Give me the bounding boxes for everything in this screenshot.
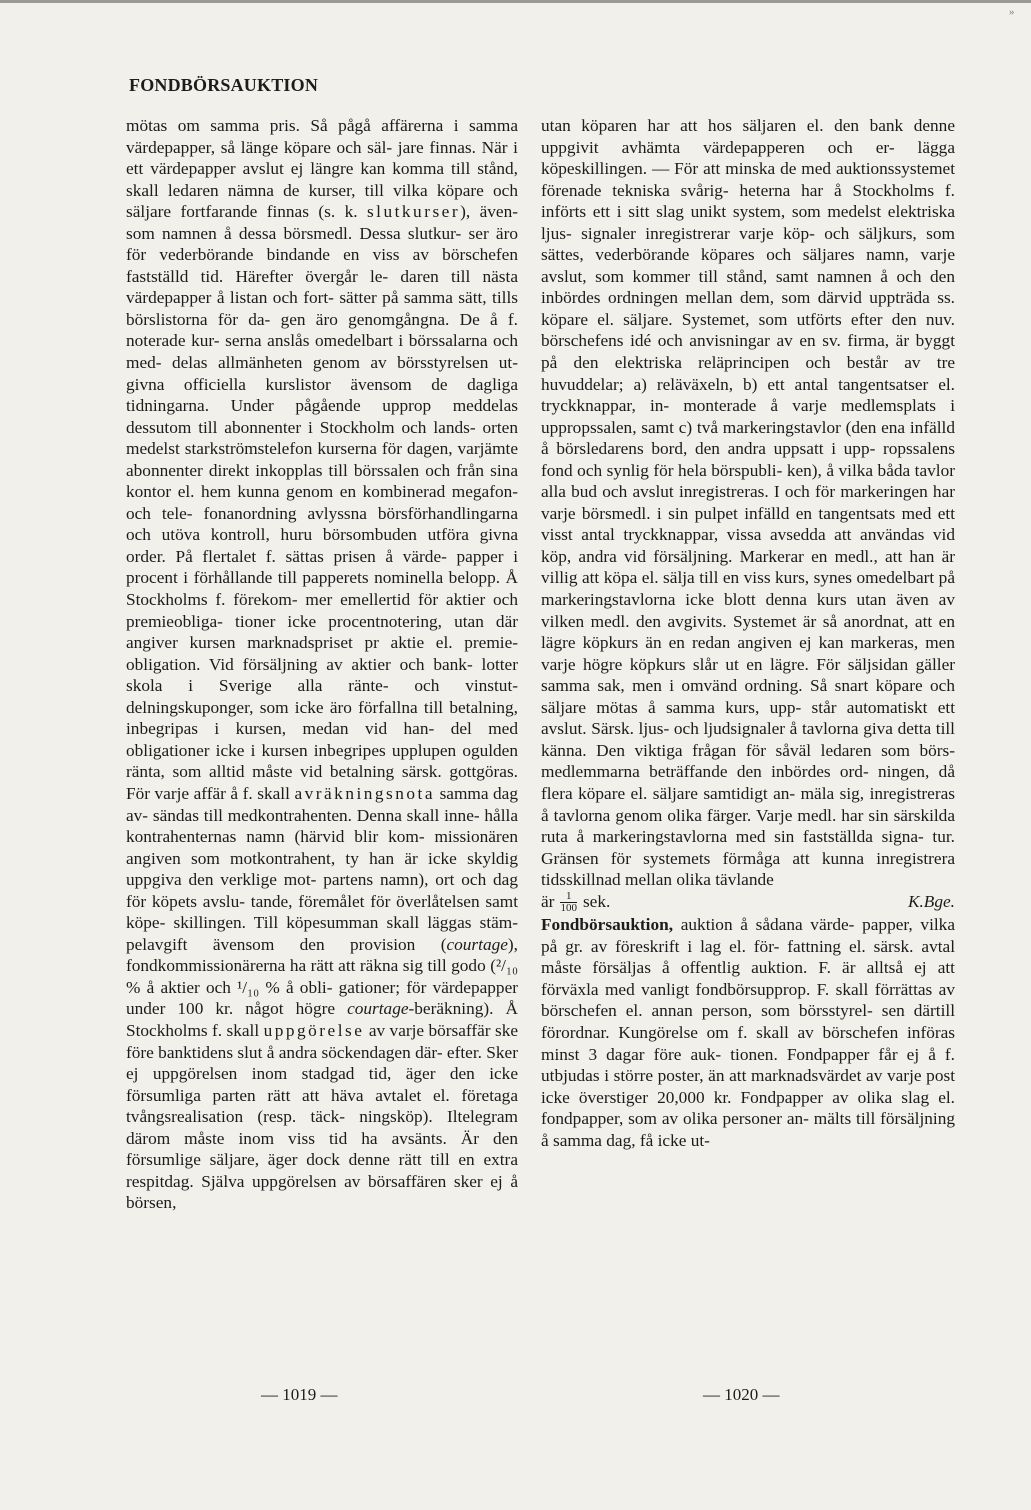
text-run: ), fondkommissionärerna ha rätt att räkna sig till godo (²/₁₀ % å aktier och ¹/₁₀ % å obli- gationer; för värdepapper under 100 kr. något högre xyxy=(126,934,518,1019)
corner-mark: » xyxy=(1009,6,1015,18)
text-run: auktion å sådana värde- papper, vilka på gr. av föreskrift i lag el. för- fattning el. särsk. avtal måste försäljas å offentlig auktion. F. är alltså ej att förväxla med vanligt fondbörsupprop. F. skall förrättas av börschefen el. annan person, som börsstyrel- sen därtill förordnar. Kungörelse om f. skall av börschefen införas minst 3 dagar före auk- tionen. Fondpapper får ej å f. utbjudas i större poster, än att marknadsvärdet av varje post icke överstiger 20,000 kr. Fondpapper av olika slag el. fondpapper, som av olika personer an- mälts till försäljning å samma dag, få icke ut- xyxy=(541,915,955,1150)
fraction-numerator: 1 xyxy=(560,891,577,903)
author-signature: K.Bge. xyxy=(907,891,955,911)
fraction-denominator: 100 xyxy=(560,902,577,915)
entry-paragraph xyxy=(541,914,955,1151)
entry-headword: Fondbörsauktion, xyxy=(541,915,674,935)
spaced-term: avräkningsnota xyxy=(294,783,436,803)
right-paragraph xyxy=(541,115,955,891)
text-run: av varje börsaffär ske före banktidens slut å andra söckendagen där- efter. Sker ej uppgörelsen inom stadgad tid, äger den icke försumliga parten rätt att häva avtalet el. företaga tvångsrealisation (resp. täck- ningsköp). Iltelegram därom måste inom viss tid ha avsänts. Är den försumlige säljare, äger dock denne rätt till en extra respitdag. Själva uppgörelsen av börsaffären sker ej å börsen, xyxy=(126,1020,519,1213)
text-run: sek. xyxy=(582,891,611,911)
text-run: mötas om samma pris. Så pågå affärerna i samma värdepapper, så länge köpare och säl- jare finnas. När i ett värdepapper avslut ej längre kan komma till stånd, skall ledaren nämna de kurser, till vilka köpare och säljare fortfarande finnas (s. k. xyxy=(126,116,518,222)
spaced-term: uppgörelse xyxy=(263,1020,365,1040)
left-text-column xyxy=(126,115,518,1214)
page-number-right: — 1020 — xyxy=(703,1385,780,1404)
fraction-line xyxy=(541,891,955,915)
right-text-column xyxy=(541,115,955,1151)
text-run: samma dag av- sändas till medkontrahenten. Denna skall inne- hålla kontrahenternas namn (härvid blir kom- missionären angiven som motkontrahent, ty han är icke skyldig uppgiva den verklige mot- partens namn), ort och dag för köpets avslu- tande, föremålet för överlåtelsen samt köpe- skillingen. Till köpesumman skall läggas stäm- pelavgift ävensom den provision ( xyxy=(126,783,518,954)
text-run: är xyxy=(541,891,555,911)
text-run: utan köparen har att hos säljaren el. den bank denne uppgivit avhämta värdepapperen och er- lägga köpeskillingen. — För att minska de med auktionssystemet förenade tekniska svårig- heterna har å Stockholms f. införts ett i sitt slag unikt system, som medelst elektriska ljus- signaler inregistrerar varje köp- och säljkurs, som sättes, vederbörande köpares och säljares namn, varje avslut, som kommer till stånd, samt namnen å och den inbördes ordningen mellan dem, som därvid uppträda ss. köpare el. säljare. Systemet, som utförts efter den nuv. börschefens idé och anvisningar av en sv. firma, är byggt på den elektriska reläprincipen och består av tre huvuddelar; a) reläväxeln, b) ett antal tangentsatser el. tryckknappar, in- monterade å varje medlemsplats i uppropssalen, samt c) två markeringstavlor (den ena infälld å börsledarens bord, den andra uppsatt i upp- ropssalens fond och synlig för hela börspubli- ken), å vilka båda tavlor alla bud och avslut inregistreras. I och för markeringen har varje börsmedl. i sin pulpet infälld en tangentsats med ett visst antal tryckknappar, vissa avsedda att användas vid köp, andra vid försäljning. Markerar en medl., att han är villig att köpa el. sälja till en viss kurs, synes omedelbart på markeringstavlorna icke blott denna kurs utan även av vilken medl. den avgivits. Systemet är så anordnat, att en lägre köpkurs än en redan angiven ej kan markeras, men varje högre köpkurs slår ut en lägre. För säljsidan gäller samma sak, men i omvänd ordning. Så snart köpare och säljare mötas å samma kurs, upp- står automatiskt ett avslut. Särsk. ljus- och ljudsignaler å tavlorna giva detta till känna. Den viktiga frågan för såväl ledaren som börs- medlemmarna beträffande den inbördes ord- ningen, då flera köpare el. säljare samtidigt an- mäla sig, inregistreras å tavlorna genom olika färger. Varje medl. har sin särskilda ruta å markeringstavlorna med sin fastställda signa- tur. Gränsen för systemets förmåga att kunna inregistrera tidsskillnad mellan olika tävlande xyxy=(541,116,955,890)
top-edge-rule xyxy=(0,0,1031,3)
text-run: -beräkning). Å Stockholms f. skall xyxy=(126,999,518,1040)
left-paragraph xyxy=(126,115,518,1214)
spaced-term: slutkurser xyxy=(366,202,461,222)
italic-term: courtage xyxy=(347,999,409,1019)
fraction xyxy=(560,891,577,914)
running-head: FONDBÖRSAUKTION xyxy=(129,75,319,95)
italic-term: courtage xyxy=(446,934,508,954)
text-run: ), även- som namnen å dessa börsmedl. Dessa slutkur- ser äro för vederbörande bindande en viss av börschefen fastställd tid. Härefter övergår le- daren till nästa värdepapper å listan och fort- sätter på samma sätt, tills börslistorna för da- gen äro genomgångna. De å f. noterade kur- serna anslås omedelbart i börssalarna och med- delas allmänheten genom av börsstyrelsen ut- givna officiella kurslistor ävensom de dagliga tidningarna. Under pågående upprop meddelas dessutom till abonnenter i Stockholm och lands- orten medelst starkströmstelefon kurserna för dagen, varjämte abonnenter direkt inkopplas till börssalen och från sina kontor el. hem kunna genom en kombinerad megafon- och tele- fonanordning avlyssna börsförhandlingarna och utöva kontroll, huru börsombuden utföra givna order. På flertalet f. sättas prisen å värde- papper i procent i förhållande till papperets nominella belopp. Å Stockholms f. förekom- mer emellertid för aktier och premieobliga- tioner icke procentnotering, utan där angiver kursen marknadspriset pr aktie el. premie- obligation. Vid försäljning av aktier och bank- lotter skola i Sverige alla ränte- och vinstut- delningskuponger, som icke äro förfallna till betalning, inbegripas i kursen, medan vid han- del med obligationer icke i kursen inbegripes upplupen ogulden ränta, som alltid måste vid betalning särsk. gottgöras. För varje affär å f. skall xyxy=(126,202,518,803)
page-number-left: — 1019 — xyxy=(261,1385,338,1404)
